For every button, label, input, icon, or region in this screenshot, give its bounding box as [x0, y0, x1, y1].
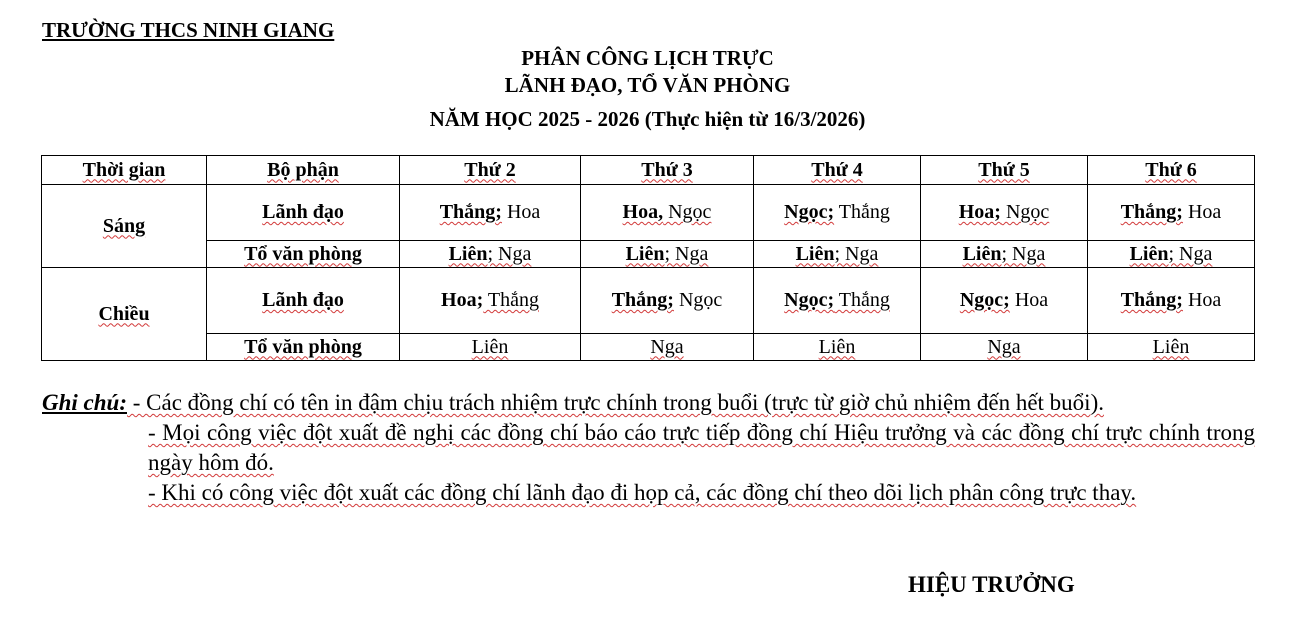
- table-cell: Liên; Nga: [581, 241, 754, 268]
- table-cell: Liên; Nga: [921, 241, 1088, 268]
- table-cell: Thắng; Hoa: [1088, 268, 1255, 334]
- table-cell: Liên; Nga: [754, 241, 921, 268]
- dept-office: Tổ văn phòng: [207, 334, 400, 361]
- note-paragraph: [42, 418, 1255, 478]
- table-cell: Hoa; Ngọc: [921, 185, 1088, 241]
- table-cell: Ngọc; Thắng: [754, 268, 921, 334]
- notes-label: Ghi chú:: [42, 390, 127, 415]
- dept-lead: Lãnh đạo: [207, 268, 400, 334]
- table-cell: Nga: [581, 334, 754, 361]
- signature-title: HIỆU TRƯỞNG: [908, 572, 1075, 597]
- table-header-row: [42, 156, 1255, 185]
- table-cell: Thắng; Hoa: [400, 185, 581, 241]
- table-cell: Liên; Nga: [400, 241, 581, 268]
- table-cell: Liên; Nga: [1088, 241, 1255, 268]
- table-row: [42, 185, 1255, 241]
- table-cell: Ngọc; Hoa: [921, 268, 1088, 334]
- table-cell: Thắng; Hoa: [1088, 185, 1255, 241]
- table-cell: Liên: [400, 334, 581, 361]
- header-cell: Thứ 3: [581, 156, 754, 185]
- table-cell: Thắng; Ngọc: [581, 268, 754, 334]
- table-cell: Nga: [921, 334, 1088, 361]
- note-text: - Mọi công việc đột xuất đề nghị các đồng chí báo cáo trực tiếp đồng chí Hiệu trưởng và các đồng chí trực chính trong ngày hôm đó.: [148, 420, 1255, 475]
- table-row: [42, 241, 1255, 268]
- notes-section: [42, 388, 1255, 508]
- table-cell: Hoa, Ngọc: [581, 185, 754, 241]
- note-text: - Các đồng chí có tên in đậm chịu trách nhiệm trực chính trong buổi (trực từ giờ chủ nhiệm đến hết buổi).: [127, 390, 1104, 415]
- table-row: [42, 268, 1255, 334]
- table-row: [42, 334, 1255, 361]
- school-year-line: NĂM HỌC 2025 - 2026 (Thực hiện từ 16/3/2026): [429, 107, 866, 131]
- table-cell: Liên: [1088, 334, 1255, 361]
- table-cell: Ngọc; Thắng: [754, 185, 921, 241]
- duty-schedule-table: [41, 155, 1255, 361]
- school-name: TRƯỜNG THCS NINH GIANG: [42, 18, 335, 42]
- header-cell: Thời gian: [42, 156, 207, 185]
- header-cell: Thứ 6: [1088, 156, 1255, 185]
- header-cell: Thứ 4: [754, 156, 921, 185]
- note-text: - Khi có công việc đột xuất các đồng chí lãnh đạo đi họp cả, các đồng chí theo dõi lịch phân công trực thay.: [148, 480, 1137, 505]
- note-paragraph: [42, 478, 1255, 508]
- session-afternoon: Chiều: [42, 268, 207, 361]
- document-subtitle: LÃNH ĐẠO, TỔ VĂN PHÒNG: [504, 73, 791, 97]
- header-cell: Thứ 5: [921, 156, 1088, 185]
- table-cell: Liên: [754, 334, 921, 361]
- document-title: PHÂN CÔNG LỊCH TRỰC: [521, 46, 774, 70]
- table-cell: Hoa; Thắng: [400, 268, 581, 334]
- dept-office: Tổ văn phòng: [207, 241, 400, 268]
- session-morning: Sáng: [42, 185, 207, 268]
- header-cell: Bộ phận: [207, 156, 400, 185]
- dept-lead: Lãnh đạo: [207, 185, 400, 241]
- note-paragraph: [42, 388, 1255, 418]
- header-cell: Thứ 2: [400, 156, 581, 185]
